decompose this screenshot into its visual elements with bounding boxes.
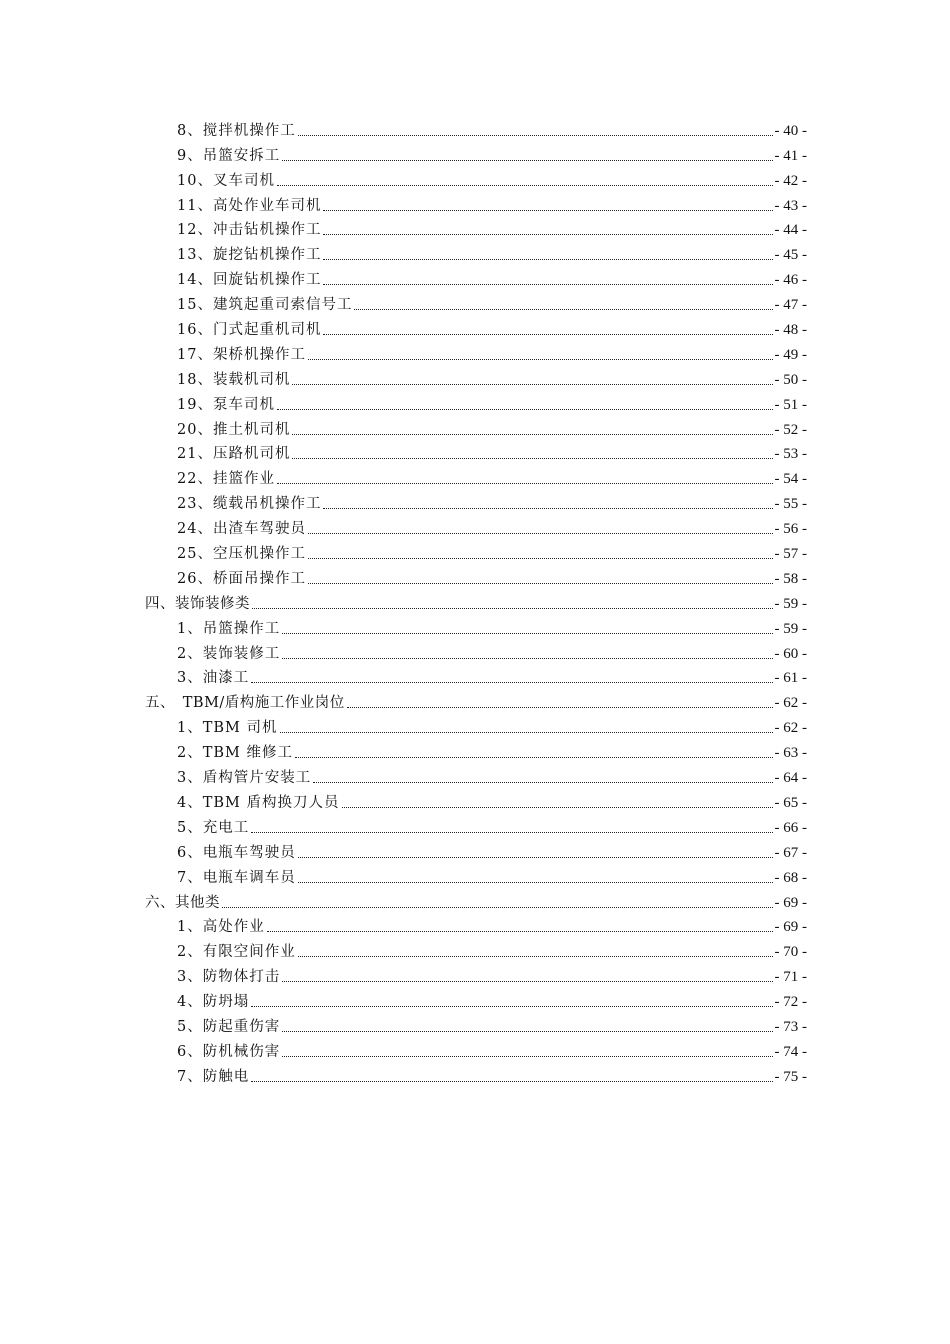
toc-entry-page-number: - 49 - [774,346,807,363]
toc-entry-page-number: - 62 - [774,695,807,712]
toc-entry-page-number: - 44 - [774,222,807,239]
toc-entry[interactable] [145,961,807,986]
toc-entry-label: 7、电瓶车调车员 [177,869,296,886]
toc-entry-label: 21、压路机司机 [177,446,291,463]
toc-entry[interactable] [145,787,807,812]
dot-leader [354,308,772,310]
dot-leader [282,159,772,161]
dot-leader [252,607,773,609]
dot-leader [277,184,773,186]
toc-entry-label: 4、防坍塌 [177,994,250,1011]
toc-entry-label: 五、 TBM/盾构施工作业岗位 [145,695,345,712]
toc-entry-label: 1、高处作业 [177,919,265,936]
toc-entry[interactable] [145,613,807,638]
dot-leader [251,831,772,833]
toc-section-entry[interactable] [145,887,807,912]
toc-entry-label: 24、出渣车驾驶员 [177,521,306,538]
toc-entry[interactable] [145,190,807,215]
toc-entry-page-number: - 41 - [774,147,807,164]
toc-entry-label: 15、建筑起重司索信号工 [177,297,353,314]
toc-entry-page-number: - 58 - [774,570,807,587]
toc-entry-page-number: - 70 - [774,944,807,961]
dot-leader [313,781,772,783]
toc-entry-label: 11、高处作业车司机 [177,197,322,214]
toc-entry-page-number: - 46 - [774,272,807,289]
dot-leader [323,258,772,260]
toc-entry[interactable] [145,364,807,389]
toc-section-entry[interactable] [145,588,807,613]
toc-entry-page-number: - 45 - [774,247,807,264]
toc-entry[interactable] [145,264,807,289]
toc-entry-label: 8、搅拌机操作工 [177,122,296,139]
toc-entry-page-number: - 68 - [774,869,807,886]
dot-leader [267,930,773,932]
toc-entry[interactable] [145,439,807,464]
toc-entry[interactable] [145,563,807,588]
toc-entry-page-number: - 69 - [774,919,807,936]
dot-leader [282,1030,772,1032]
dot-leader [323,283,772,285]
toc-entry[interactable] [145,289,807,314]
dot-leader [277,408,773,410]
dot-leader [298,881,773,883]
toc-entry-page-number: - 69 - [774,894,807,911]
toc-entry-label: 25、空压机操作工 [177,546,306,563]
toc-entry[interactable] [145,239,807,264]
toc-entry-page-number: - 72 - [774,994,807,1011]
toc-entry[interactable] [145,837,807,862]
toc-entry[interactable] [145,912,807,937]
toc-entry-page-number: - 56 - [774,521,807,538]
toc-entry[interactable] [145,488,807,513]
toc-entry-page-number: - 66 - [774,819,807,836]
dot-leader [295,756,772,758]
toc-entry-page-number: - 74 - [774,1043,807,1060]
toc-entry[interactable] [145,314,807,339]
toc-entry-label: 9、吊篮安拆工 [177,147,281,164]
toc-entry-page-number: - 52 - [774,421,807,438]
toc-entry-label: 2、TBM 维修工 [177,745,294,762]
dot-leader [308,532,773,534]
toc-entry-page-number: - 64 - [774,770,807,787]
toc-entry-page-number: - 71 - [774,969,807,986]
dot-leader [251,681,772,683]
toc-entry-page-number: - 40 - [774,122,807,139]
toc-entry[interactable] [145,812,807,837]
dot-leader [308,557,773,559]
toc-entry[interactable] [145,389,807,414]
toc-entry[interactable] [145,463,807,488]
toc-entry-label: 四、装饰装修类 [145,595,250,612]
toc-entry-label: 18、装载机司机 [177,371,291,388]
toc-entry-label: 3、防物体打击 [177,969,281,986]
toc-entry-page-number: - 42 - [774,172,807,189]
toc-entry[interactable] [145,513,807,538]
toc-entry-label: 5、充电工 [177,819,250,836]
dot-leader [292,457,772,459]
dot-leader [282,1055,772,1057]
dot-leader [308,358,773,360]
toc-entry-label: 14、回旋钻机操作工 [177,272,322,289]
dot-leader [251,1080,772,1082]
toc-entry[interactable] [145,663,807,688]
toc-entry-label: 19、泵车司机 [177,396,275,413]
toc-entry-page-number: - 59 - [774,595,807,612]
toc-entry-page-number: - 63 - [774,745,807,762]
toc-entry-label: 13、旋挖钻机操作工 [177,247,322,264]
toc-entry-page-number: - 75 - [774,1068,807,1085]
toc-entry-label: 4、TBM 盾构换刀人员 [177,794,340,811]
toc-entry-label: 12、冲击钻机操作工 [177,222,322,239]
dot-leader [298,134,773,136]
toc-entry[interactable] [145,737,807,762]
toc-entry-page-number: - 67 - [774,844,807,861]
toc-entry-page-number: - 65 - [774,794,807,811]
toc-entry[interactable] [145,115,807,140]
toc-entry-label: 16、门式起重机司机 [177,322,322,339]
toc-entry-label: 6、电瓶车驾驶员 [177,844,296,861]
toc-entry-label: 3、油漆工 [177,670,250,687]
dot-leader [323,209,772,211]
toc-entry[interactable] [145,165,807,190]
dot-leader [323,333,772,335]
toc-entry[interactable] [145,936,807,961]
dot-leader [342,806,773,808]
toc-entry-label: 26、桥面吊操作工 [177,570,306,587]
toc-entry-label: 20、推土机司机 [177,421,291,438]
toc-entry-page-number: - 60 - [774,645,807,662]
toc-entry-label: 17、架桥机操作工 [177,346,306,363]
toc-entry-label: 5、防起重伤害 [177,1018,281,1035]
dot-leader [251,1005,772,1007]
toc-entry[interactable] [145,712,807,737]
toc-entry[interactable] [145,986,807,1011]
toc-entry-label: 22、挂篮作业 [177,471,275,488]
toc-entry-page-number: - 48 - [774,322,807,339]
toc-entry[interactable] [145,1011,807,1036]
toc-entry[interactable] [145,862,807,887]
toc-entry-label: 23、缆载吊机操作工 [177,496,322,513]
table-of-contents [145,115,807,1086]
toc-section-entry[interactable] [145,687,807,712]
dot-leader [280,731,773,733]
toc-entry[interactable] [145,638,807,663]
toc-entry[interactable] [145,762,807,787]
toc-entry-label: 2、装饰装修工 [177,645,281,662]
toc-entry[interactable] [145,414,807,439]
toc-entry[interactable] [145,339,807,364]
dot-leader [298,856,773,858]
toc-entry[interactable] [145,215,807,240]
toc-entry-page-number: - 55 - [774,496,807,513]
toc-entry-page-number: - 53 - [774,446,807,463]
dot-leader [282,980,772,982]
toc-entry-page-number: - 61 - [774,670,807,687]
dot-leader [282,632,772,634]
toc-entry[interactable] [145,1036,807,1061]
toc-entry-label: 7、防触电 [177,1068,250,1085]
dot-leader [308,582,773,584]
toc-entry-page-number: - 43 - [774,197,807,214]
dot-leader [292,383,772,385]
toc-entry-label: 2、有限空间作业 [177,944,296,961]
toc-entry-page-number: - 50 - [774,371,807,388]
toc-entry[interactable] [145,538,807,563]
toc-entry-page-number: - 47 - [774,297,807,314]
dot-leader [298,955,773,957]
dot-leader [347,706,773,708]
toc-entry[interactable] [145,1061,807,1086]
toc-entry-page-number: - 57 - [774,546,807,563]
toc-entry-page-number: - 62 - [774,720,807,737]
toc-entry-page-number: - 59 - [774,620,807,637]
toc-entry-page-number: - 73 - [774,1018,807,1035]
toc-entry-page-number: - 51 - [774,396,807,413]
toc-entry-label: 3、盾构管片安装工 [177,770,312,787]
dot-leader [222,906,773,908]
toc-entry-label: 六、其他类 [145,894,220,911]
toc-entry-page-number: - 54 - [774,471,807,488]
toc-entry-label: 6、防机械伤害 [177,1043,281,1060]
toc-entry[interactable] [145,140,807,165]
dot-leader [277,482,773,484]
dot-leader [323,507,772,509]
toc-entry-label: 1、吊篮操作工 [177,620,281,637]
dot-leader [323,233,772,235]
toc-entry-label: 1、TBM 司机 [177,720,278,737]
dot-leader [292,433,772,435]
dot-leader [282,657,772,659]
toc-entry-label: 10、叉车司机 [177,172,275,189]
